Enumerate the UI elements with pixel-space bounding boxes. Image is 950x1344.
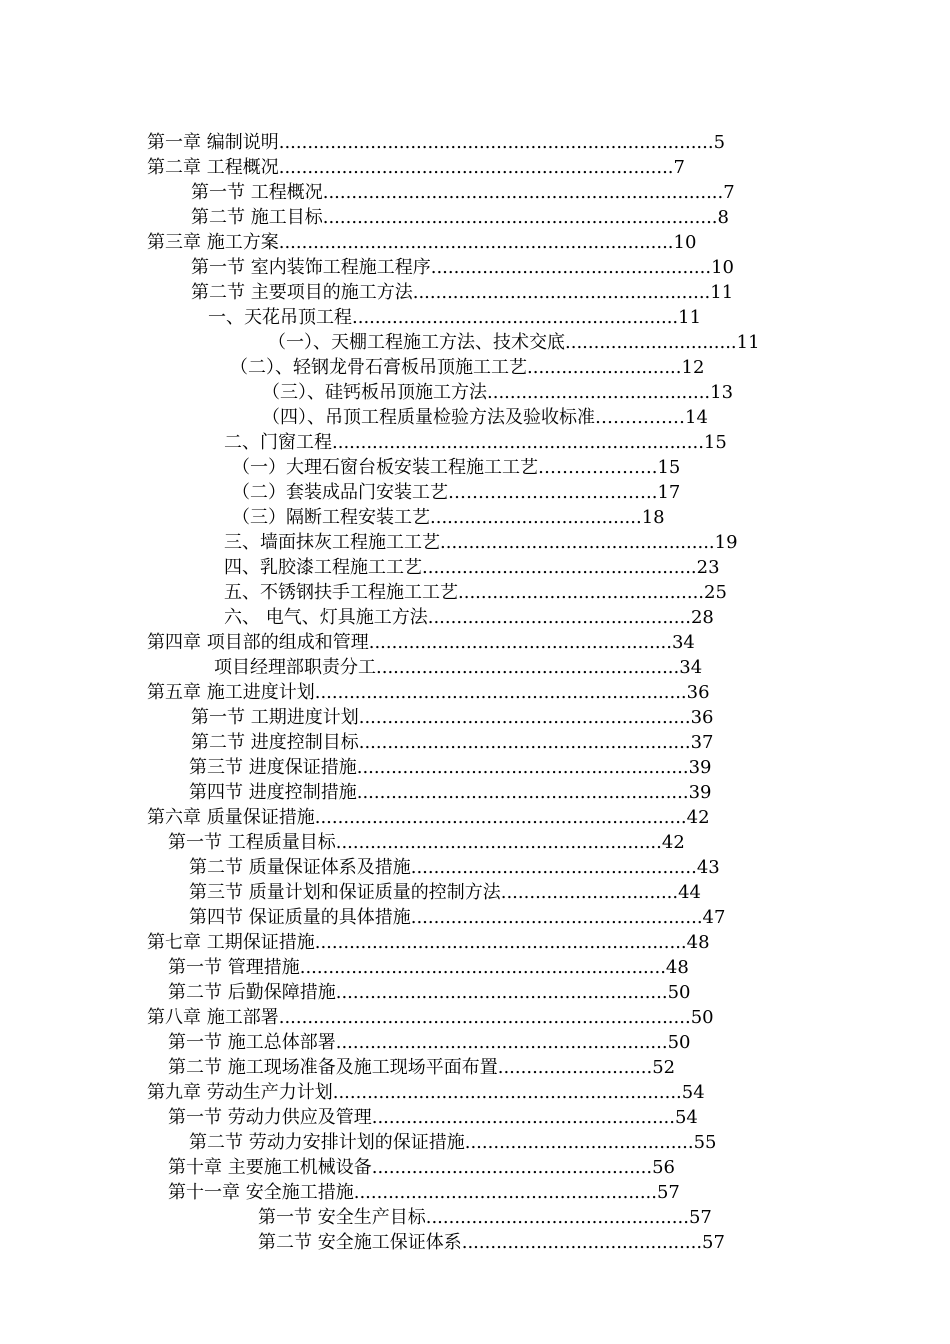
toc-entry-leader: ................................................................ <box>299 957 666 978</box>
toc-entry-leader: ................................................................. <box>332 432 704 453</box>
toc-entry[interactable] <box>147 1080 797 1105</box>
toc-entry[interactable] <box>191 205 797 230</box>
toc-entry-leader: .......................................................... <box>335 982 668 1003</box>
toc-entry-page: 52 <box>652 1057 676 1078</box>
toc-entry[interactable] <box>262 380 828 405</box>
toc-entry[interactable] <box>208 305 800 330</box>
toc-entry-title: 六、 电气、灯具施工方法 <box>224 607 428 628</box>
toc-entry[interactable] <box>262 405 818 430</box>
toc-entry-page: 48 <box>686 932 710 953</box>
toc-entry-title: （一）、天棚工程施工方法、技术交底 <box>268 332 565 353</box>
toc-entry[interactable] <box>147 930 797 955</box>
toc-entry[interactable] <box>189 780 797 805</box>
toc-entry-leader: …………………………….. <box>448 482 658 503</box>
toc-entry-leader: ........................... <box>497 1057 653 1078</box>
toc-entry[interactable] <box>258 1230 788 1255</box>
toc-entry-leader: ................................................... <box>410 907 703 928</box>
toc-entry-leader: ..................................................................... <box>278 157 674 178</box>
toc-entry-title: 第一节 劳动力供应及管理 <box>168 1107 372 1128</box>
toc-entry-title: 第一节 工程概况 <box>191 182 323 203</box>
toc-entry-page: 7 <box>723 182 735 203</box>
toc-entry-title: 第三节 质量计划和保证质量的控制方法 <box>189 882 501 903</box>
toc-entry[interactable] <box>189 755 797 780</box>
toc-entry[interactable] <box>268 330 850 355</box>
toc-entry-title: （三）隔断工程安装工艺 <box>232 507 430 528</box>
toc-entry-page: 19 <box>714 532 738 553</box>
toc-entry-title: 第一节 管理措施 <box>168 957 300 978</box>
toc-entry-leader: ................................................................. <box>314 807 687 828</box>
toc-entry-leader: ........................... <box>527 357 682 378</box>
toc-entry[interactable] <box>168 1105 774 1130</box>
toc-entry-page: 12 <box>681 357 705 378</box>
toc-entry-leader: ..................................................... <box>368 632 672 653</box>
toc-entry-page: 36 <box>690 707 714 728</box>
toc-entry[interactable] <box>147 230 807 255</box>
toc-entry-title: 第一节 工程质量目标 <box>168 832 336 853</box>
toc-entry-leader: ……………….. <box>538 457 658 478</box>
toc-entry[interactable] <box>168 955 774 980</box>
toc-entry[interactable] <box>191 180 797 205</box>
toc-entry-leader: .......................................................... <box>358 732 691 753</box>
toc-entry[interactable] <box>232 480 786 505</box>
toc-entry[interactable] <box>168 1055 768 1080</box>
toc-entry[interactable] <box>214 655 784 680</box>
toc-entry-leader: ............................................................. <box>332 1082 682 1103</box>
toc-entry-leader: ....................................... <box>487 382 711 403</box>
toc-entry-title: （二）、轻钢龙骨石膏板吊顶施工工艺 <box>230 357 527 378</box>
toc-entry-page: 54 <box>674 1107 698 1128</box>
toc-entry-leader: .......................................................... <box>356 782 689 803</box>
toc-entry[interactable] <box>224 580 820 605</box>
toc-entry-leader: …………… <box>595 407 685 428</box>
toc-entry-leader: ............................................................................ <box>278 132 714 153</box>
toc-entry-leader: ...................................................................... <box>322 182 724 203</box>
toc-entry-page: 50 <box>667 982 691 1003</box>
toc-entry[interactable] <box>191 730 797 755</box>
toc-entry[interactable] <box>147 1005 797 1030</box>
toc-entry-page: 55 <box>693 1132 717 1153</box>
toc-entry-title: 第二节 后勤保障措施 <box>168 982 336 1003</box>
toc-entry[interactable] <box>224 530 810 555</box>
toc-entry-title: 第七章 工期保证措施 <box>147 932 315 953</box>
toc-entry[interactable] <box>147 630 797 655</box>
toc-entry[interactable] <box>168 1180 764 1205</box>
toc-entry-title: 第一节 室内装饰工程施工程序 <box>191 257 431 278</box>
toc-entry-leader: .......................................................... <box>335 1032 668 1053</box>
toc-entry-page: 15 <box>703 432 727 453</box>
toc-entry-page: 10 <box>711 257 735 278</box>
toc-entry-title: 第五章 施工进度计划 <box>147 682 315 703</box>
toc-entry-title: 第三章 施工方案 <box>147 232 279 253</box>
toc-entry[interactable] <box>191 280 807 305</box>
toc-entry-title: 第一节 安全生产目标 <box>258 1207 426 1228</box>
toc-entry-page: 5 <box>713 132 726 153</box>
toc-entry-page: 43 <box>696 857 720 878</box>
toc-entry-title: 第二节 安全施工保证体系 <box>258 1232 462 1253</box>
toc-entry[interactable] <box>168 1155 764 1180</box>
toc-entry-title: 第二节 进度控制目标 <box>191 732 359 753</box>
toc-entry[interactable] <box>258 1205 788 1230</box>
toc-entry-title: 第二节 主要项目的施工方法 <box>191 282 413 303</box>
toc-entry[interactable] <box>147 130 807 155</box>
toc-entry-title: 第二节 劳动力安排计划的保证措施 <box>189 1132 465 1153</box>
toc-entry-page: 15 <box>657 457 681 478</box>
toc-entry-title: 三、墙面抹灰工程施工工艺 <box>224 532 440 553</box>
toc-entry[interactable] <box>191 705 797 730</box>
toc-entry-leader: ..................................................... <box>376 657 680 678</box>
toc-entry-page: 50 <box>667 1032 691 1053</box>
toc-entry-page: 39 <box>688 782 712 803</box>
toc-entry-title: 一、天花吊顶工程 <box>208 307 352 328</box>
toc-entry-title: 五、不锈钢扶手工程施工工艺 <box>224 582 458 603</box>
toc-entry-title: 第四章 项目部的组成和管理 <box>147 632 369 653</box>
toc-entry[interactable] <box>168 1030 774 1055</box>
toc-entry[interactable] <box>191 255 807 280</box>
toc-entry-title: 第十一章 安全施工措施 <box>168 1182 354 1203</box>
toc-entry-title: 四、乳胶漆工程施工工艺 <box>224 557 422 578</box>
toc-entry[interactable] <box>232 505 786 530</box>
toc-entry-leader: .............................................. <box>427 607 691 628</box>
toc-entry-leader: ..................................................................... <box>322 207 718 228</box>
toc-entry-leader: .......................................................... <box>358 707 691 728</box>
toc-entry-page: 42 <box>661 832 685 853</box>
toc-entry[interactable] <box>224 430 810 455</box>
toc-entry-leader: ........................................................................ <box>278 1007 691 1028</box>
toc-entry-leader: .......................................... <box>461 1232 703 1253</box>
toc-entry-title: 第一节 工期进度计划 <box>191 707 359 728</box>
toc-entry-title: 二、门窗工程 <box>224 432 332 453</box>
toc-entry[interactable] <box>224 555 810 580</box>
toc-entry-page: 42 <box>686 807 710 828</box>
toc-entry-page: 7 <box>673 157 685 178</box>
toc-entry-page: 56 <box>652 1157 676 1178</box>
toc-entry-title: （四）、吊顶工程质量检验方法及验收标准 <box>262 407 595 428</box>
toc-entry-leader: ........................................... <box>458 582 705 603</box>
toc-entry-page: 57 <box>656 1182 680 1203</box>
toc-entry-page: 23 <box>696 557 720 578</box>
toc-entry-leader: ......................................................... <box>335 832 662 853</box>
toc-entry-title: （二）套装成品门安装工艺 <box>232 482 448 503</box>
toc-entry-leader: ......................................................... <box>352 307 679 328</box>
toc-entry-leader: ..................................................... <box>353 1182 657 1203</box>
toc-entry[interactable] <box>168 980 774 1005</box>
toc-entry[interactable] <box>189 855 797 880</box>
toc-entry-title: （一）大理石窗台板安装工程施工工艺 <box>232 457 538 478</box>
toc-entry-title: 第十章 主要施工机械设备 <box>168 1157 372 1178</box>
toc-entry-title: （三）、硅钙板吊顶施工方法 <box>262 382 487 403</box>
toc-entry[interactable] <box>189 880 797 905</box>
toc-entry-leader: ................................................. <box>430 257 712 278</box>
toc-entry-leader: ................................................................. <box>314 932 687 953</box>
toc-entry-page: 10 <box>673 232 697 253</box>
toc-entry-title: 项目经理部职责分工 <box>214 657 376 678</box>
toc-entry-page: 14 <box>685 407 708 428</box>
toc-entry-leader: ..................................................... <box>371 1107 675 1128</box>
toc-entry-title: 第四节 进度控制措施 <box>189 782 357 803</box>
toc-entry-title: 第三节 进度保证措施 <box>189 757 357 778</box>
toc-entry-page: 11 <box>736 332 760 353</box>
toc-entry[interactable] <box>147 155 797 180</box>
toc-entry-leader: ..................................... <box>430 507 642 528</box>
toc-entry-page: 34 <box>679 657 703 678</box>
toc-entry-title: 第六章 质量保证措施 <box>147 807 315 828</box>
toc-entry-leader: ................................................ <box>422 557 697 578</box>
toc-entry-page: 8 <box>717 207 729 228</box>
toc-entry-leader: .......................................................... <box>356 757 689 778</box>
toc-entry[interactable] <box>230 355 790 380</box>
toc-entry[interactable] <box>189 905 797 930</box>
toc-entry-page: 28 <box>690 607 714 628</box>
toc-entry[interactable] <box>168 830 776 855</box>
toc-entry-page: 11 <box>678 307 702 328</box>
toc-entry-leader: .................................................... <box>412 282 711 303</box>
toc-entry-title: 第一章 编制说明 <box>147 132 279 153</box>
toc-entry-leader: .............................................. <box>425 1207 689 1228</box>
toc-entry-page: 57 <box>688 1207 712 1228</box>
toc-entry[interactable] <box>147 680 797 705</box>
toc-entry-title: 第一节 施工总体部署 <box>168 1032 336 1053</box>
toc-entry-page: 17 <box>657 482 681 503</box>
toc-entry-title: 第二节 质量保证体系及措施 <box>189 857 411 878</box>
toc-entry-page: 50 <box>690 1007 714 1028</box>
toc-entry-title: 第二节 施工现场准备及施工现场平面布置 <box>168 1057 498 1078</box>
toc-entry-title: 第二节 施工目标 <box>191 207 323 228</box>
toc-entry-page: 13 <box>710 382 734 403</box>
toc-entry-leader: ........................................ <box>464 1132 694 1153</box>
toc-entry-leader: ................................................. <box>371 1157 653 1178</box>
toc-entry-page: 37 <box>690 732 714 753</box>
toc-entry-page: 57 <box>702 1232 725 1253</box>
toc-entry-title: 第四节 保证质量的具体措施 <box>189 907 411 928</box>
toc-entry-page: 34 <box>671 632 695 653</box>
toc-entry-page: 18 <box>641 507 665 528</box>
toc-entry[interactable] <box>232 455 786 480</box>
toc-entry-page: 47 <box>702 907 726 928</box>
toc-entry-page: 48 <box>665 957 689 978</box>
toc-entry-leader: ................................................ <box>440 532 715 553</box>
toc-entry[interactable] <box>189 1130 793 1155</box>
toc-entry-page: 44 <box>678 882 702 903</box>
toc-entry-leader: ............................... <box>500 882 679 903</box>
toc-entry-page: 54 <box>681 1082 705 1103</box>
toc-entry-title: 第九章 劳动生产力计划 <box>147 1082 333 1103</box>
toc-entry[interactable] <box>224 605 810 630</box>
toc-entry-page: 25 <box>704 582 727 603</box>
toc-entry-leader: ..................................................................... <box>278 232 674 253</box>
toc-entry-title: 第二章 工程概况 <box>147 157 279 178</box>
toc-entry-leader: .............................. <box>565 332 737 353</box>
toc-entry-title: 第八章 施工部署 <box>147 1007 279 1028</box>
toc-entry-page: 39 <box>688 757 712 778</box>
toc-entry-page: 36 <box>686 682 710 703</box>
toc-entry[interactable] <box>147 805 797 830</box>
toc-entry-page: 11 <box>710 282 734 303</box>
toc-entry-leader: .................................................. <box>410 857 697 878</box>
toc-entry-leader: ................................................................. <box>314 682 687 703</box>
